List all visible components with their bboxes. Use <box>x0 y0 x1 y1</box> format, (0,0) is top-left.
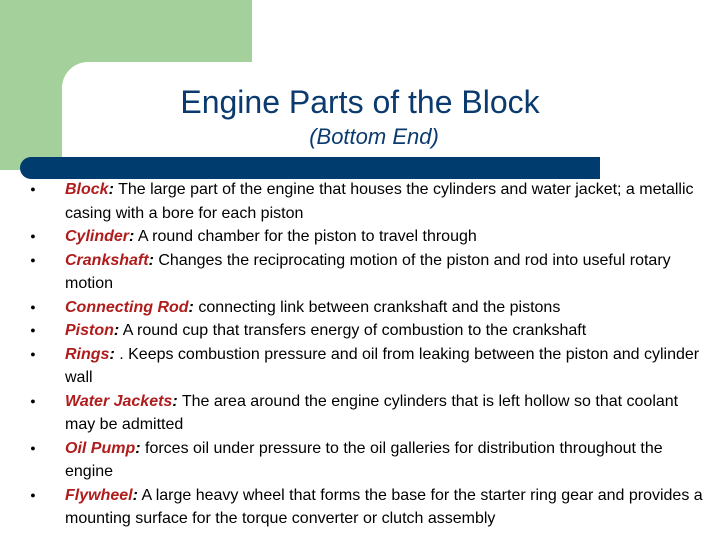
engine-parts-list <box>0 178 720 531</box>
slide-title: Engine Parts of the Block <box>180 84 540 120</box>
part-description: connecting link between crankshaft and the pistons <box>193 298 561 316</box>
part-description: A round chamber for the piston to travel through <box>134 228 477 245</box>
part-description: A large heavy wheel that forms the base for the starter ring gear and provides a mounting surface for the torque converter or clutch assembly <box>65 486 703 527</box>
bullet-icon: ● <box>30 301 36 312</box>
bullet-icon: ● <box>30 231 36 241</box>
bullet-icon: ● <box>30 254 36 265</box>
title-divider-bar <box>20 157 600 179</box>
bullet-icon: ● <box>30 348 36 359</box>
list-item: ● Connecting Rod: connecting link between crankshaft and the pistons <box>0 296 720 320</box>
list-item: ● Crankshaft: Changes the reciprocating motion of the piston and rod into useful rotary motion <box>0 249 720 296</box>
part-term: Water Jackets <box>65 392 173 410</box>
list-item: ● Oil Pump: forces oil under pressure to the oil galleries for distribution throughout the engine <box>0 437 720 484</box>
bullet-icon: ● <box>30 489 36 500</box>
part-description: The large part of the engine that houses the cylinders and water jacket; a metallic casing with a bore for each piston <box>65 181 694 222</box>
part-term: Piston <box>65 322 114 339</box>
part-term: Oil Pump <box>65 439 136 457</box>
part-term: Cylinder <box>65 228 130 245</box>
bullet-icon: ● <box>30 184 36 194</box>
part-description: Changes the reciprocating motion of the piston and rod into useful rotary motion <box>65 251 671 292</box>
part-description: . Keeps combustion pressure and oil from leaking between the piston and cylinder wall <box>65 345 700 386</box>
list-item: ● Rings: . Keeps combustion pressure and oil from leaking between the piston and cylinder wall <box>0 343 720 390</box>
bullet-icon: ● <box>30 442 36 453</box>
part-term: Crankshaft <box>65 251 149 269</box>
part-term: Flywheel <box>65 486 133 504</box>
part-description: The area around the engine cylinders that is left hollow so that coolant may be admitted <box>65 392 679 433</box>
part-description: A round cup that transfers energy of combustion to the crankshaft <box>119 322 587 339</box>
slide-subtitle: (Bottom End) <box>309 124 439 149</box>
list-item: ● Piston: A round cup that transfers energy of combustion to the crankshaft <box>0 319 720 343</box>
part-term: Block <box>65 181 109 198</box>
list-item: ● Flywheel: A large heavy wheel that forms the base for the starter ring gear and provides a mounting surface for the torque converter or clutch assembly <box>0 484 720 531</box>
part-term: Rings <box>65 345 110 363</box>
bullet-icon: ● <box>30 395 36 406</box>
bullet-icon: ● <box>30 325 36 335</box>
list-item: ● Water Jackets: The area around the engine cylinders that is left hollow so that coolant may be admitted <box>0 390 720 437</box>
list-item: ● Cylinder: A round chamber for the piston to travel through <box>0 225 720 249</box>
list-item: ● Block: The large part of the engine that houses the cylinders and water jacket; a metallic casing with a bore for each piston <box>0 178 720 225</box>
part-description: forces oil under pressure to the oil galleries for distribution throughout the engine <box>65 439 663 480</box>
part-term: Connecting Rod <box>65 298 189 316</box>
